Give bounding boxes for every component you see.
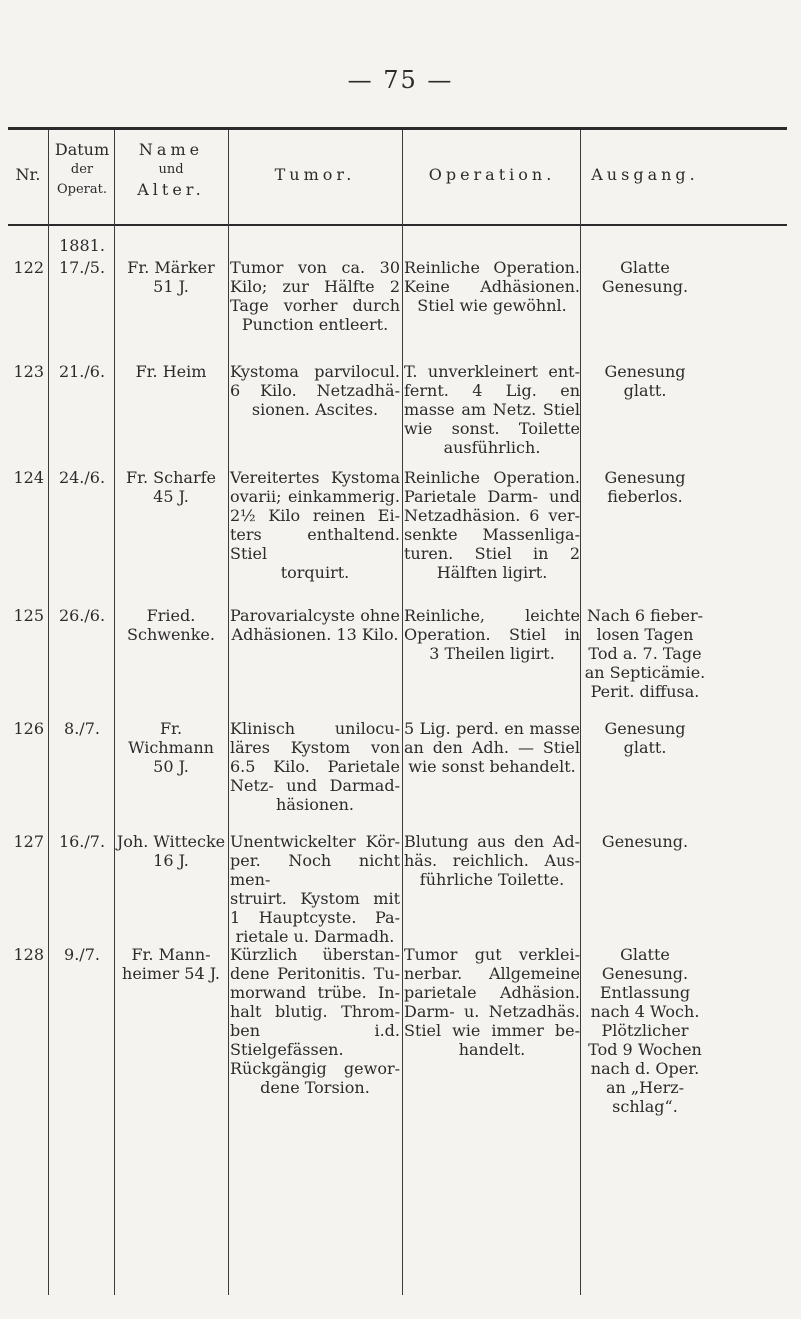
outcome-description-line: Tod a. 7. Tage: [588, 644, 702, 663]
tumor-description-line: Kürzlich überstan-: [230, 945, 400, 964]
outcome-description: [582, 606, 708, 701]
tumor-description: [230, 945, 400, 1097]
patient-name-line: 16 J.: [153, 851, 189, 870]
case-date: 21./6.: [58, 362, 106, 381]
operation-description-line: 3 Theilen ligirt.: [429, 644, 555, 663]
tumor-description-line: dene Torsion.: [260, 1078, 370, 1097]
patient-name-line: Fr. Heim: [135, 362, 207, 381]
tumor-description-line: Klinisch unilocu-: [230, 719, 400, 738]
tumor-description-line: halt blutig. Throm-: [230, 1002, 400, 1021]
outcome-description-line: glatt.: [623, 738, 667, 757]
tumor-description-line: ben i.d. Stielgefässen.: [230, 1021, 400, 1059]
case-date: 26./6.: [58, 606, 106, 625]
top-rule: [8, 127, 787, 130]
operation-description-line: Reinliche Operation.: [404, 468, 580, 487]
tumor-description-line: dene Peritonitis. Tu-: [230, 964, 400, 983]
case-date: 16./7.: [58, 832, 106, 851]
header-datum-line1: Datum: [54, 140, 110, 159]
tumor-description-line: 2½ Kilo reinen Ei-: [230, 506, 400, 525]
operation-description-line: Tumor gut verklei-: [404, 945, 580, 964]
operation-description-line: 5 Lig. perd. en masse: [404, 719, 580, 738]
tumor-description-line: morwand trübe. In-: [230, 983, 400, 1002]
operation-description-line: Netzadhäsion. 6 ver-: [404, 506, 580, 525]
case-date: 17./5.: [58, 258, 106, 277]
patient-name: [116, 362, 226, 381]
patient-name-line: heimer 54 J.: [122, 964, 220, 983]
case-date: 8./7.: [64, 719, 100, 738]
tumor-description-line: per. Noch nicht men-: [230, 851, 400, 889]
case-number: 128: [13, 945, 44, 964]
patient-name: [116, 719, 226, 776]
operation-description-line: an den Adh. — Stiel: [404, 738, 580, 757]
column-divider: [580, 130, 581, 1295]
case-number: 124: [13, 468, 44, 487]
outcome-description-line: Perit. diffusa.: [590, 682, 700, 701]
operation-description-line: häs. reichlich. Aus-: [404, 851, 580, 870]
operation-description-line: Darm- u. Netzadhäs.: [404, 1002, 580, 1021]
outcome-description-line: an „Herz-: [605, 1078, 685, 1097]
header-datum-line3: Operat.: [57, 182, 107, 197]
patient-name-line: Fr. Märker: [127, 258, 215, 277]
tumor-description: [230, 362, 400, 419]
tumor-description-line: ovarii; einkammerig.: [230, 487, 400, 506]
column-divider: [402, 130, 403, 1295]
outcome-description-line: Nach 6 fieber-: [586, 606, 704, 625]
column-divider: [48, 130, 49, 1295]
tumor-description-line: läres Kystom von: [230, 738, 400, 757]
patient-name-line: Fr. Scharfe: [126, 468, 216, 487]
tumor-description: [230, 258, 400, 334]
case-number: 127: [13, 832, 44, 851]
outcome-description-line: Entlassung: [599, 983, 691, 1002]
tumor-description-line: Tumor von ca. 30: [230, 258, 400, 277]
outcome-description-line: nach d. Oper.: [590, 1059, 700, 1078]
operation-description-line: turen. Stiel in 2: [404, 544, 580, 563]
outcome-description-line: Glatte: [620, 258, 670, 277]
tumor-description-line: 6 Kilo. Netzadhä-: [230, 381, 400, 400]
header-name-line1: Name: [138, 140, 204, 159]
tumor-description: [230, 606, 400, 644]
outcome-description-line: an Septicämie.: [584, 663, 706, 682]
outcome-description-line: losen Tagen: [596, 625, 694, 644]
tumor-description-line: Rückgängig gewor-: [230, 1059, 400, 1078]
tumor-description-line: häsionen.: [276, 795, 354, 814]
outcome-description-line: fieberlos.: [607, 487, 683, 506]
operation-description: [404, 362, 580, 457]
operation-description: [404, 832, 580, 889]
outcome-description-line: Genesung: [604, 719, 686, 738]
operation-description-line: Blutung aus den Ad-: [404, 832, 580, 851]
outcome-description-line: Genesung.: [601, 964, 689, 983]
header-tumor: Tumor.: [274, 165, 356, 184]
patient-name: [116, 468, 226, 506]
patient-name-line: Fr. Mann-: [131, 945, 211, 964]
column-divider: [114, 130, 115, 1295]
header-datum: [50, 140, 114, 200]
operation-description-line: parietale Adhäsion.: [404, 983, 580, 1002]
operation-description: [404, 719, 580, 776]
header-rule: [8, 224, 787, 226]
header-operation: Operation.: [428, 165, 556, 184]
outcome-description-line: Genesung.: [601, 277, 689, 296]
column-divider: [228, 130, 229, 1295]
outcome-description: [582, 468, 708, 506]
page-number: — 75 —: [347, 66, 454, 94]
outcome-description-line: Genesung.: [601, 832, 689, 851]
header-name-line3: Alter.: [137, 180, 205, 199]
operation-description-line: ausführlich.: [443, 438, 541, 457]
tumor-description-line: ters enthaltend. Stiel: [230, 525, 400, 563]
operation-description-line: Reinliche Operation.: [404, 258, 580, 277]
patient-name-line: 45 J.: [153, 487, 189, 506]
tumor-description-line: 1 Hauptcyste. Pa-: [230, 908, 400, 927]
tumor-description-line: Unentwickelter Kör-: [230, 832, 400, 851]
patient-name: [116, 832, 226, 870]
operation-description-line: wie sonst behandelt.: [408, 757, 576, 776]
tumor-description-line: Punction entleert.: [241, 315, 389, 334]
tumor-description-line: Kystoma parvilocul.: [230, 362, 400, 381]
case-date: 24./6.: [58, 468, 106, 487]
outcome-description-line: Plötzlicher: [601, 1021, 689, 1040]
tumor-description-line: struirt. Kystom mit: [230, 889, 400, 908]
operation-description: [404, 468, 580, 582]
patient-name: [116, 606, 226, 644]
tumor-description: [230, 719, 400, 814]
header-name-line2: und: [158, 162, 184, 177]
operation-description-line: Reinliche, leichte: [404, 606, 580, 625]
operation-description-line: handelt.: [458, 1040, 526, 1059]
patient-name-line: Joh. Wittecke: [116, 832, 226, 851]
outcome-description: [582, 362, 708, 400]
patient-name-line: Fr. Wichmann: [128, 719, 214, 757]
outcome-description: [582, 945, 708, 1116]
outcome-description-line: Glatte: [620, 945, 670, 964]
operation-description: [404, 945, 580, 1059]
operation-description-line: masse am Netz. Stiel: [404, 400, 580, 419]
outcome-description-line: nach 4 Woch.: [590, 1002, 700, 1021]
tumor-description-line: 6.5 Kilo. Parietale: [230, 757, 400, 776]
case-date: 9./7.: [64, 945, 100, 964]
operation-description-line: wie sonst. Toilette: [404, 419, 580, 438]
operation-description-line: fernt. 4 Lig. en: [404, 381, 580, 400]
patient-name-line: Fried.: [146, 606, 196, 625]
case-number: 126: [13, 719, 44, 738]
outcome-description-line: Genesung: [604, 468, 686, 487]
case-number: 125: [13, 606, 44, 625]
tumor-description-line: sionen. Ascites.: [251, 400, 379, 419]
tumor-description-line: Kilo; zur Hälfte 2: [230, 277, 400, 296]
header-ausgang: Ausgang.: [591, 165, 699, 184]
case-number: 123: [13, 362, 44, 381]
patient-name: [116, 945, 226, 983]
outcome-description-line: Genesung: [604, 362, 686, 381]
header-nr: Nr.: [15, 165, 41, 184]
year-label: 1881.: [59, 236, 105, 255]
operation-description: [404, 258, 580, 315]
outcome-description-line: Tod 9 Wochen: [588, 1040, 702, 1059]
operation-description: [404, 606, 580, 663]
outcome-description-line: glatt.: [623, 381, 667, 400]
patient-name: [116, 258, 226, 296]
operation-description-line: T. unverkleinert ent-: [404, 362, 580, 381]
header-datum-line2: der: [70, 162, 94, 177]
operation-description-line: nerbar. Allgemeine: [404, 964, 580, 983]
operation-description-line: Keine Adhäsionen.: [404, 277, 580, 296]
outcome-description: [582, 258, 708, 296]
operation-description-line: Hälften ligirt.: [436, 563, 548, 582]
patient-name-line: 51 J.: [153, 277, 189, 296]
patient-name-line: 50 J.: [153, 757, 189, 776]
operation-description-line: Stiel wie gewöhnl.: [417, 296, 567, 315]
outcome-description: [582, 719, 708, 757]
case-number: 122: [13, 258, 44, 277]
operation-description-line: Stiel wie immer be-: [404, 1021, 580, 1040]
patient-name-line: Schwenke.: [127, 625, 215, 644]
tumor-description: [230, 468, 400, 582]
tumor-description-line: rietale u. Darmadh.: [235, 927, 395, 946]
header-name: [116, 140, 226, 200]
outcome-description-line: schlag“.: [612, 1097, 678, 1116]
outcome-description: [582, 832, 708, 851]
tumor-description-line: Parovarialcyste ohne: [230, 606, 400, 625]
tumor-description-line: Netz- und Darmad-: [230, 776, 400, 795]
tumor-description-line: torquirt.: [280, 563, 350, 582]
operation-description-line: senkte Massenliga-: [404, 525, 580, 544]
tumor-description-line: Adhäsionen. 13 Kilo.: [231, 625, 399, 644]
operation-description-line: Operation. Stiel in: [404, 625, 580, 644]
tumor-description-line: Tage vorher durch: [230, 296, 400, 315]
tumor-description-line: Vereitertes Kystoma: [230, 468, 400, 487]
operation-description-line: führliche Toilette.: [419, 870, 565, 889]
operation-description-line: Parietale Darm- und: [404, 487, 580, 506]
tumor-description: [230, 832, 400, 946]
